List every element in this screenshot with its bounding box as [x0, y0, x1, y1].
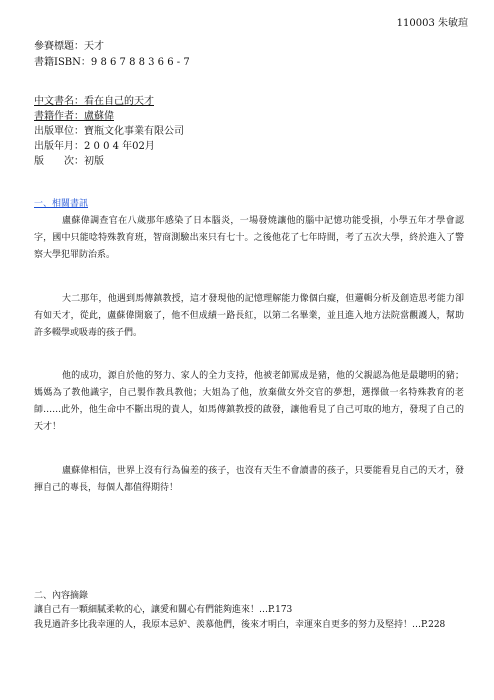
author-id-header: 110003 朱敏瑄	[396, 18, 468, 29]
excerpt-list	[34, 603, 464, 633]
excerpt-line: 我見過許多比我幸運的人，我原本忌妒、羨慕他們，後來才明白，幸運來自更多的努力及堅持！…P.228	[34, 620, 446, 630]
excerpt-line: 讓自己有一顆細膩柔軟的心，讓愛和關心有們能夠進來！…P.173	[34, 605, 293, 615]
book-author: 書籍作者：盧蘇偉	[34, 111, 114, 122]
paragraph-3: 他的成功，源自於他的努力、家人的全力支持，他被老師罵成是豬，他的父親認為他是最聰明的豬；媽媽為了教他識字，自己製作教具教他；大姐為了他，放棄做女外交官的夢想，選擇做一名特殊教育的老師……此外，他生命中不斷出現的貴人，如馬傳鎮教授的啟發，讓他看見了自己可取的地方，發現了自己的天才！	[34, 371, 464, 432]
book-publisher: 出版單位：寶瓶文化事業有限公司	[34, 126, 184, 137]
paragraph-2: 大二那年，他遇到馬傳鎮教授，這才發現他的記憶理解能力像個白癡，但邏輯分析及創造思考能力卻有如天才，從此，盧蘇偉開竅了，他不但成績一路長紅，以第二名畢業，並且進入地方法院當觀護人，幫助許多輟學或吸毒的孩子們。	[34, 294, 464, 338]
paragraph-1: 盧蘇偉調查官在八歲那年感染了日本腦炎，一場發燒讓他的腦中記憶功能受損，小學五年才學會認字，國中只能唸特殊教育班，智商測驗出來只有七十。之後他花了七年時間，考了五次大學，終於進入了警察大學犯罪防治系。	[34, 216, 464, 260]
entry-title-line: 參賽標題：天才	[34, 41, 104, 52]
paragraph-4: 盧蘇偉相信，世界上沒有行為偏差的孩子，也沒有天生不會讀書的孩子，只要能看見自己的天才，發揮自己的專長，每個人都值得期待！	[34, 466, 464, 493]
section-related-info-title: 一、相關書訊	[34, 199, 89, 209]
book-edition: 版 次：初版	[34, 156, 104, 167]
book-chinese-title: 中文書名：看在自己的天才	[34, 96, 154, 107]
section-excerpts-title: 二、內容摘錄	[34, 591, 89, 601]
isbn-line: 書籍ISBN：9 8 6 7 8 8 3 6 6 - 7	[34, 57, 190, 68]
book-publish-date: 出版年月：2 0 0 4 年02月	[34, 141, 155, 152]
